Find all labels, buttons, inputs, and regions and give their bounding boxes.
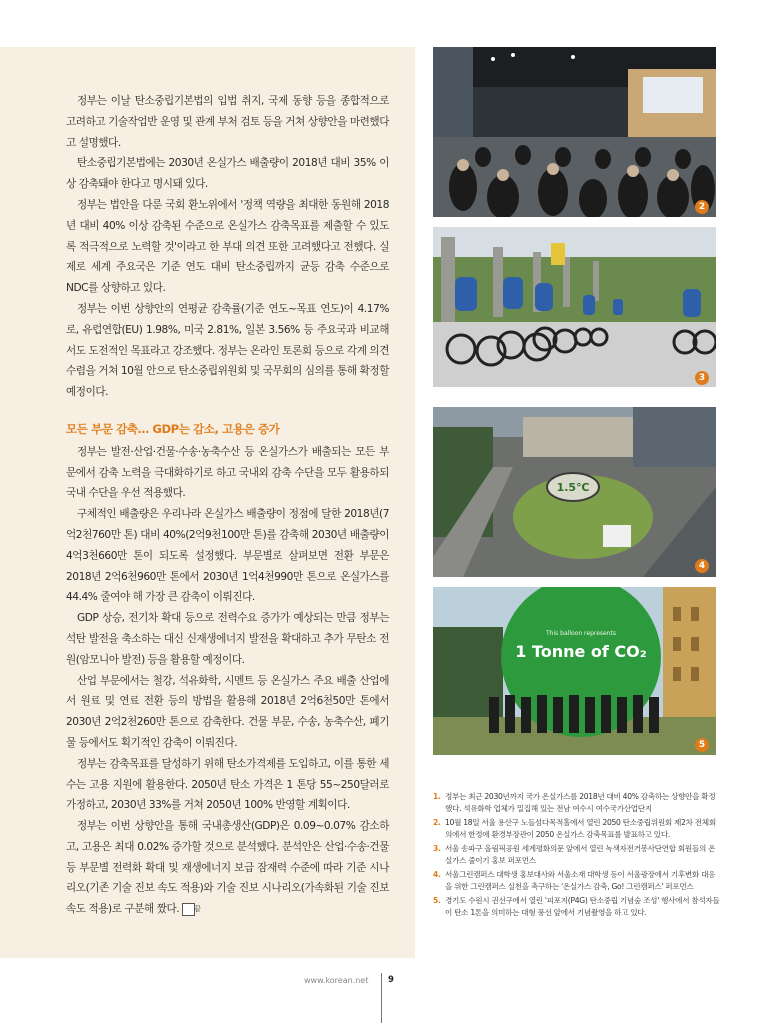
- photo-cyclists: [433, 227, 716, 387]
- section-heading: 모든 부문 감축… GDP는 감소, 고용은 증가: [66, 421, 280, 436]
- balloon-illustration: [433, 587, 716, 755]
- photo-number-badge: 2: [695, 200, 709, 214]
- plaza-illustration: [433, 407, 716, 577]
- end-mark-icon: 끝: [182, 903, 195, 916]
- caption-number: 3.: [433, 844, 441, 853]
- caption-number: 1.: [433, 792, 441, 801]
- cyclists-illustration: [433, 227, 716, 387]
- conference-illustration: [433, 47, 716, 217]
- article-paragraph: 정부는 이번 상향안의 연평균 감축률(기준 연도~목표 연도)이 4.17%로, 유럽연합(EU) 1.98%, 미국 2.81%, 일본 3.56% 등 주요국과 비교해서도 도전적인 목표라고 강조했다. 정부는 온라인 토론회 등으로 각계 의견 수렴을 거쳐 10월 안으로 탄소중립위원회 및 국무회의 심의를 통해 확정할 예정이다.: [66, 302, 389, 399]
- caption-item: [433, 791, 720, 814]
- caption-text: 서울 송파구 올림픽공원 세계평화의문 앞에서 열린 녹색자전거봉사단연합 회원들의 온실가스 줄이기 홍보 퍼포먼스: [445, 844, 716, 865]
- caption-text: 10월 18일 서울 용산구 노들섬다목적홀에서 열린 2050 탄소중립위원회 제2차 전체회의에서 한정애 환경부장관이 2050 온실가스 감축목표를 발표하고 있다.: [445, 818, 716, 839]
- caption-number: 5.: [433, 896, 441, 905]
- photo-number-badge: 3: [695, 371, 709, 385]
- caption-number: 2.: [433, 818, 441, 827]
- page-number: 9: [388, 975, 394, 985]
- caption-item: [433, 817, 720, 840]
- caption-text: 경기도 수원시 권선구에서 열린 '피포지(P4G) 탄소중립 기념숲 조성' 행사에서 참석자들이 탄소 1톤을 의미하는 대형 풍선 앞에서 기념촬영을 하고 있다.: [445, 896, 720, 917]
- photo-captions: [433, 791, 720, 921]
- article-paragraph: [66, 816, 389, 920]
- balloon-title: 1 Tonne of CO₂: [515, 642, 647, 661]
- caption-item: [433, 843, 720, 866]
- caption-text: 서울그린캠퍼스 대학생 홍보대사와 서울소재 대학생 등이 서울광장에서 기후변화 대응을 위한 그린캠퍼스 실천을 촉구하는 '온실가스 감축, Go! 그린캠퍼스' 퍼포먼스: [445, 870, 716, 891]
- photo-plaza-aerial: [433, 407, 716, 577]
- photo-conference: [433, 47, 716, 217]
- caption-item: [433, 895, 720, 918]
- article-paragraph: GDP 상승, 전기차 확대 등으로 전력수요 증가가 예상되는 만큼 정부는 석탄 발전을 축소하는 대신 신재생에너지 발전을 확대하고 추가 무탄소 전원(암모니아 발전) 등을 활용할 예정이다.: [66, 612, 389, 666]
- footer-divider: [381, 973, 382, 1023]
- article-body: [66, 91, 389, 920]
- plaza-ring-text: 1.5℃: [556, 481, 590, 494]
- photo-number-badge: 5: [695, 738, 709, 752]
- photo-number-badge: 4: [695, 559, 709, 573]
- caption-text: 정부는 최근 2030년까지 국가 온실가스를 2018년 대비 40% 감축하는 상향안을 확정했다. 석유화학 업체가 밀집해 있는 전남 여수시 여수국가산업단지: [445, 792, 716, 813]
- article-paragraph: 산업 부문에서는 철강, 석유화학, 시멘트 등 온실가스 주요 배출 산업에서 원료 및 연료 전환 등의 방법을 활용해 2018년 2억6천50만 톤에서 2030년 2억2천260만 톤으로 감축한다. 건물 부문, 수송, 농축수산, 폐기물 등에서도 획기적인 감축이 이뤄진다.: [66, 674, 389, 749]
- balloon-subtitle: This balloon represents: [546, 630, 616, 637]
- article-paragraph: 탄소중립기본법에는 2030년 온실가스 배출량이 2018년 대비 35% 이상 감축돼야 한다고 명시돼 있다.: [66, 157, 389, 191]
- article-paragraph: 정부는 법안을 다룬 국회 환노위에서 '정책 역량을 최대한 동원해 2018년 대비 40% 이상 감축된 수준으로 온실가스 감축목표를 제출할 수 있도록 적극적으로 노력할 것'이라고 한 부대 의견 또한 고려했다고 전했다. 실제로 세계 주요국은 기준 연도 대비 탄소중립까지 균등 감축 수준으로 NDC를 상향하고 있다.: [66, 198, 389, 295]
- footer-url: www.korean.net: [304, 976, 369, 985]
- article-paragraph: 구체적인 배출량은 우리나라 온실가스 배출량이 정점에 달한 2018년(7억2천760만 톤) 대비 40%(2억9천100만 톤)를 감축해 2030년 배출량이 4억3천660만 톤이 되도록 설정했다. 부문별로 살펴보면 전환 부문은 2018년 2억6천960만 톤에서 2030년 1억4천990만 톤으로 온실가스를 44.4% 줄여야 해 가장 큰 감축이 이뤄진다.: [66, 508, 389, 604]
- caption-item: [433, 869, 720, 892]
- article-paragraph: 정부는 감축목표를 달성하기 위해 탄소가격제를 도입하고, 이를 통한 세수는 고용 지원에 활용한다. 2050년 탄소 가격은 1 톤당 55~250달러로 가정하고, 2030년 33%를 거쳐 2050년 100% 반영할 계획이다.: [66, 757, 389, 812]
- photo-co2-balloon: [433, 587, 716, 755]
- article-paragraph-text: 정부는 이번 상향안을 통해 국내총생산(GDP)은 0.09~0.07% 감소하고, 고용은 최대 0.02% 증가할 것으로 분석했다. 분석안은 산업·수송·건물 등 부문별 전력화 확대 및 재생에너지 보급 잠재력 수준에 따라 기준 시나리오(기존 기술 진보 속도 적용)와 기술 진보 시나리오(가속화된 기술 진보 속도 적용)로 구분해 짰다.: [66, 820, 389, 916]
- article-paragraph: 정부는 발전·산업·건물·수송·농축수산 등 온실가스가 배출되는 모든 부문에서 감축 노력을 극대화하기로 하고 국내외 감축 수단을 모두 활용하되 국내 수단을 우선 적용했다.: [66, 445, 389, 500]
- caption-number: 4.: [433, 870, 441, 879]
- article-paragraph: 정부는 이날 탄소중립기본법의 입법 취지, 국제 동향 등을 종합적으로 고려하고 기술작업반 운영 및 관계 부처 검토 등을 거쳐 상향안을 마련했다고 설명했다.: [66, 95, 389, 149]
